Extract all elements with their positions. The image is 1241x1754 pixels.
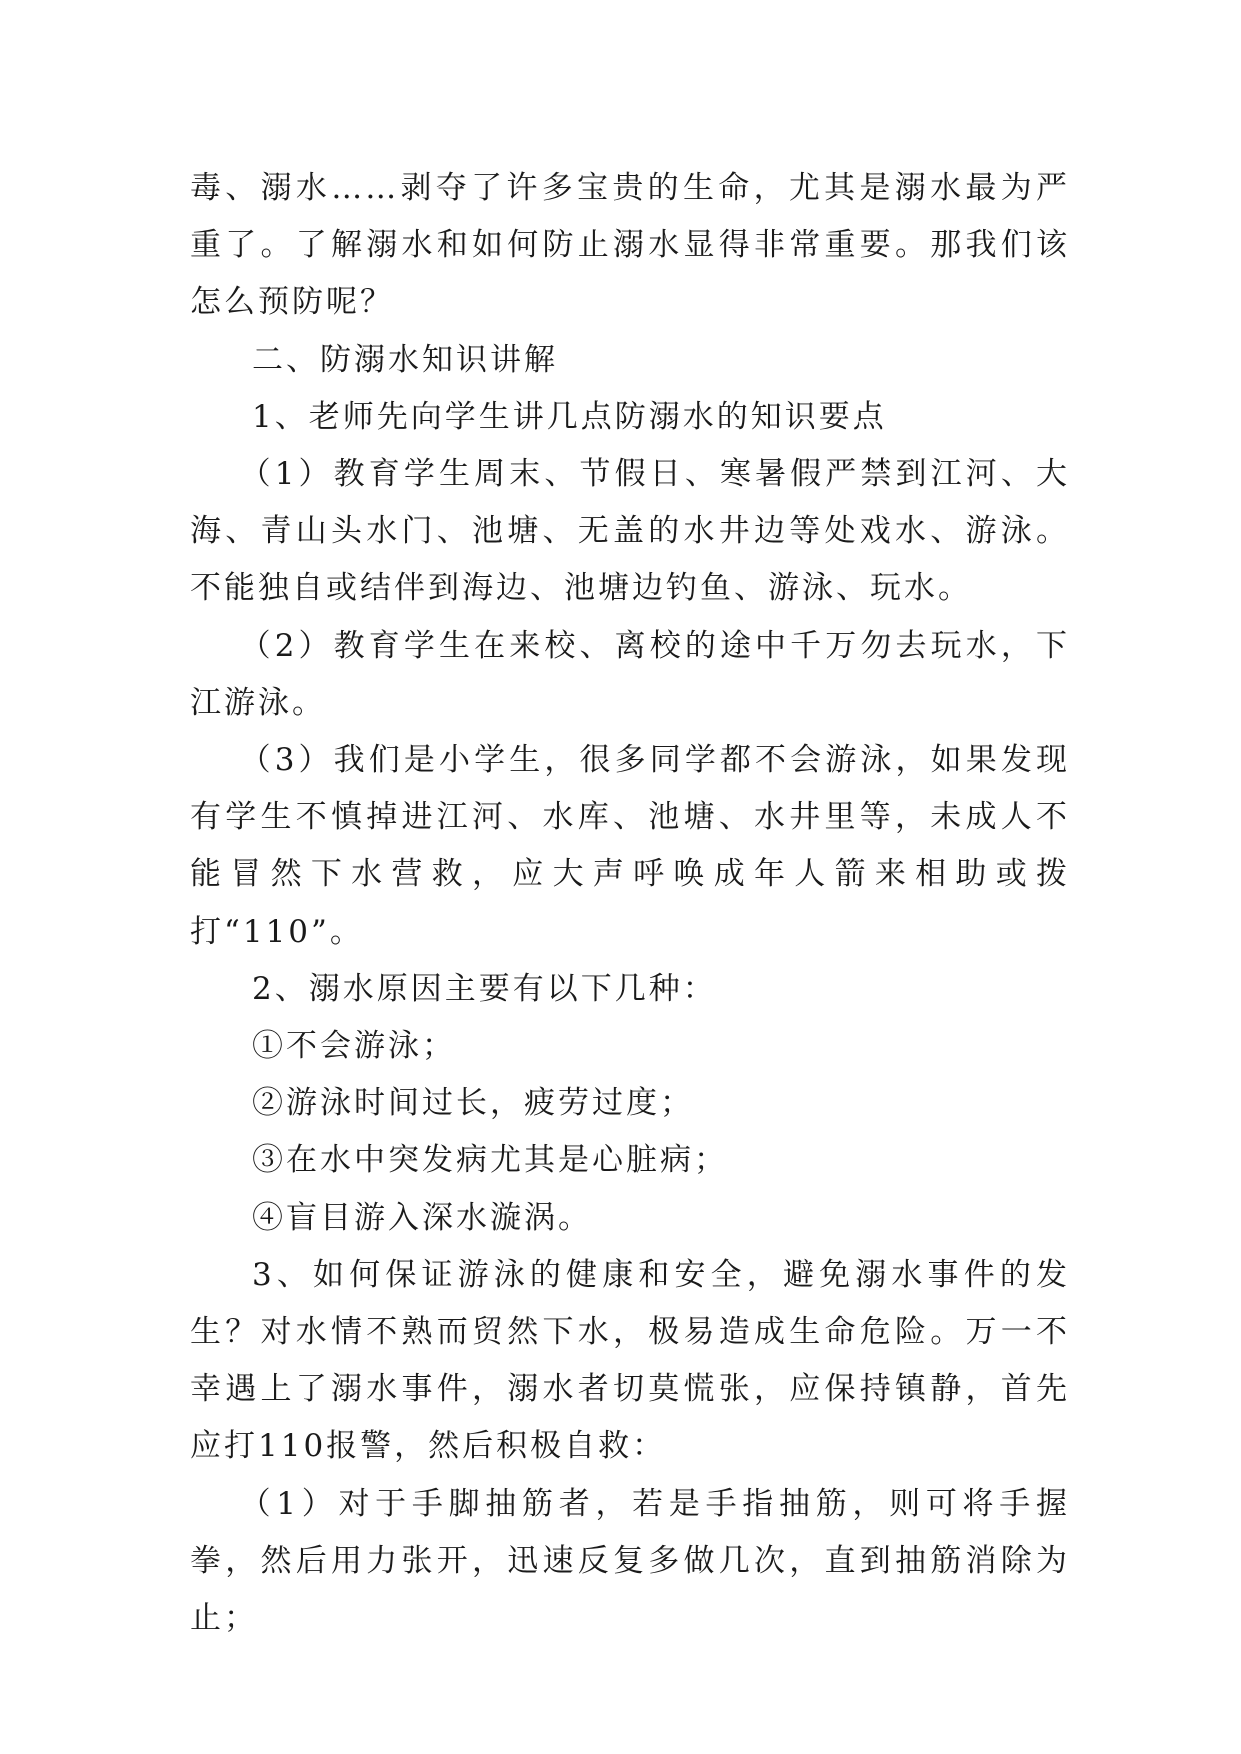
- list-item: ④盲目游入深水漩涡。: [252, 1199, 592, 1236]
- list-item: ③在水中突发病尤其是心脏病；: [252, 1142, 728, 1179]
- list-item: ①不会游泳；: [252, 1028, 456, 1065]
- paragraph: （1）教育学生周末、节假日、寒暑假严禁到江河、大海、青山头水门、池塘、无盖的水井边等处戏水、游泳。不能独自或结伴到海边、池塘边钓鱼、游泳、玩水。: [190, 456, 1070, 607]
- paragraph: 毒、溺水……剥夺了许多宝贵的生命，尤其是溺水最为严重了。了解溺水和如何防止溺水显得非常重要。那我们该怎么预防呢？: [190, 170, 1070, 321]
- document-body: [190, 160, 1070, 1647]
- paragraph: （3）我们是小学生，很多同学都不会游泳，如果发现有学生不慎掉进江河、水库、池塘、水井里等，未成人不能冒然下水营救，应大声呼唤成年人箭来相助或拨打“110”。: [190, 742, 1070, 950]
- paragraph: 3、如何保证游泳的健康和安全，避免溺水事件的发生？对水情不熟而贸然下水，极易造成生命危险。万一不幸遇上了溺水事件，溺水者切莫慌张，应保持镇静，首先应打110报警，然后积极自救：: [190, 1256, 1070, 1465]
- paragraph: 1、老师先向学生讲几点防溺水的知识要点: [252, 398, 887, 435]
- paragraph: （1）对于手脚抽筋者，若是手指抽筋，则可将手握拳，然后用力张开，迅速反复多做几次，直到抽筋消除为止；: [190, 1485, 1070, 1637]
- section-heading: 二、防溺水知识讲解: [252, 341, 558, 378]
- paragraph: （2）教育学生在来校、离校的途中千万勿去玩水，下江游泳。: [190, 627, 1070, 721]
- list-item: ②游泳时间过长，疲劳过度；: [252, 1085, 694, 1122]
- paragraph: 2、溺水原因主要有以下几种：: [252, 970, 717, 1007]
